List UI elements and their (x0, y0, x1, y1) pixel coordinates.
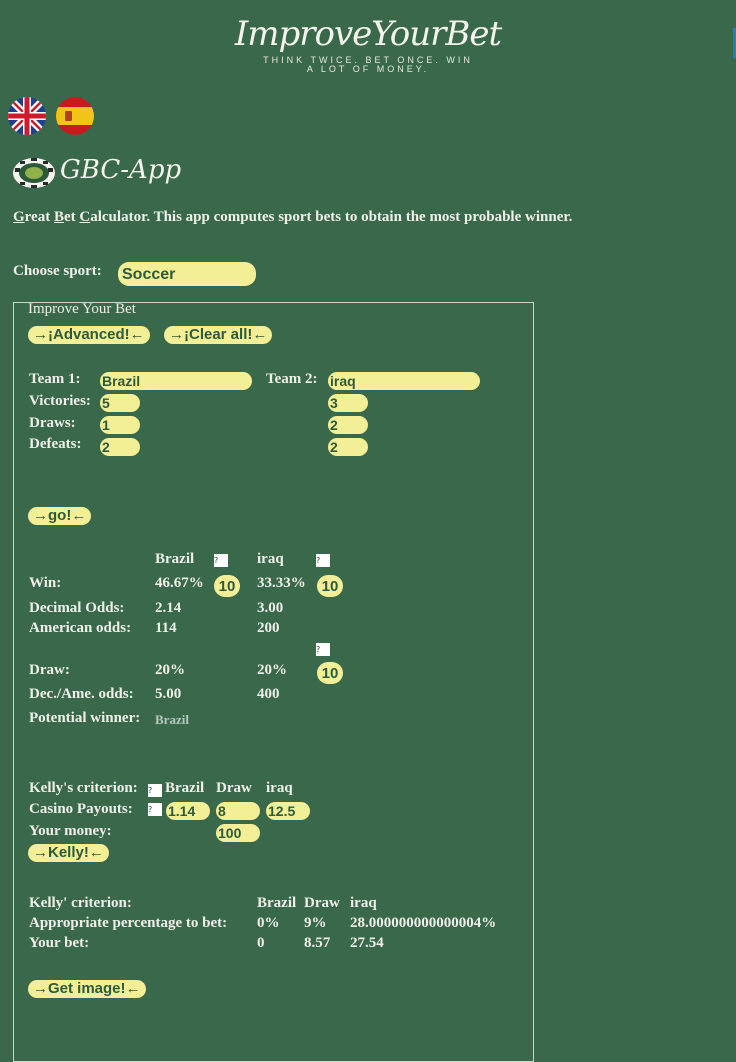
desc-letter-c: C (79, 209, 91, 225)
draw-team1: 20% (155, 662, 185, 678)
payout-team1-input[interactable]: 1.14 (166, 802, 210, 820)
kelly-col-draw: Draw (216, 780, 252, 796)
potential-winner-label: Potential winner: (29, 710, 141, 726)
your-bet-team2: 27.54 (350, 935, 384, 951)
win-team1: 46.67% (155, 575, 204, 591)
tagline-line-2: A LOT OF MONEY. (306, 64, 430, 74)
draw-team2: 20% (257, 662, 287, 678)
american-odds-team2: 200 (257, 620, 280, 636)
team1-input[interactable]: Brazil (100, 372, 252, 390)
kelly-button[interactable]: →Kelly!← (28, 844, 109, 862)
kelly-result-label: Kelly' criterion: (29, 895, 132, 911)
clear-all-button[interactable]: →¡Clear all!← (164, 326, 272, 344)
payout-team2-input[interactable]: 12.5 (266, 802, 310, 820)
win-team2-stake-input[interactable]: 10 (317, 575, 343, 597)
dec-ame-odds-label: Dec./Ame. odds: (29, 686, 134, 702)
desc-part-3: alculator. This app computes sport bets to obtain the most probable winner. (90, 209, 573, 225)
app-description (13, 209, 572, 226)
draw-stake-input[interactable]: 10 (317, 662, 343, 684)
draws-label: Draws: (29, 415, 76, 431)
poker-chip-logo-icon (12, 156, 56, 190)
team2-defeats-input[interactable]: 2 (328, 438, 368, 456)
your-bet-label: Your bet: (29, 935, 90, 951)
advanced-button[interactable]: →¡Advanced!← (28, 326, 150, 344)
defeats-label: Defeats: (29, 436, 82, 452)
kelly-result-col-team1: Brazil (257, 895, 297, 911)
site-tagline (0, 56, 736, 74)
decimal-odds-label: Decimal Odds: (29, 600, 125, 616)
decimal-odds-team2: 3.00 (257, 600, 284, 616)
casino-payouts-label: Casino Payouts: (29, 801, 133, 817)
kelly-result-col-draw: Draw (304, 895, 340, 911)
sport-select[interactable]: Soccer (118, 262, 256, 286)
panel-legend: Improve Your Bet (28, 301, 136, 317)
team2-input[interactable]: iraq (328, 372, 480, 390)
team2-label: Team 2: (266, 371, 318, 387)
ame-odds-draw: 400 (257, 686, 280, 702)
desc-part-1: reat (24, 209, 54, 225)
team2-draws-input[interactable]: 2 (328, 416, 368, 434)
go-button[interactable]: →go!← (28, 507, 91, 525)
american-odds-label: American odds: (29, 620, 132, 636)
kelly-result-col-team2: iraq (350, 895, 377, 911)
bet-percentage-team2: 28.000000000000004% (350, 915, 497, 931)
team1-draws-input[interactable]: 1 (100, 416, 140, 434)
win-team2: 33.33% (257, 575, 306, 591)
your-bet-team1: 0 (257, 935, 265, 951)
kelly-criterion-label: Kelly's criterion: (29, 780, 138, 796)
team1-label: Team 1: (29, 371, 81, 387)
your-money-label: Your money: (29, 823, 112, 839)
draw-label: Draw: (29, 662, 70, 678)
team1-defeats-input[interactable]: 2 (100, 438, 140, 456)
desc-letter-b: B (53, 209, 64, 225)
result-col-team1: Brazil (155, 551, 195, 567)
payout-draw-input[interactable]: 8 (216, 802, 260, 820)
site-logo[interactable]: ImproveYourBet (234, 14, 502, 54)
desc-part-2: et (63, 209, 80, 225)
win-label: Win: (29, 575, 62, 591)
decimal-odds-team1: 2.14 (155, 600, 182, 616)
team2-victories-input[interactable]: 3 (328, 394, 368, 412)
american-odds-team1: 114 (155, 620, 177, 636)
help-icon[interactable]: ? (316, 643, 330, 656)
your-money-input[interactable]: 100 (216, 824, 260, 842)
desc-letter-g: G (13, 209, 25, 225)
kelly-col-team1: Brazil (165, 780, 205, 796)
team1-victories-input[interactable]: 5 (100, 394, 140, 412)
help-icon[interactable]: ? (214, 554, 228, 567)
potential-winner-value: Brazil (155, 712, 189, 727)
help-icon[interactable]: ? (148, 803, 162, 816)
bet-panel (13, 302, 534, 1062)
bet-percentage-team1: 0% (257, 915, 280, 931)
help-icon[interactable]: ? (148, 784, 162, 797)
tagline-line-1: THINK TWICE. BET ONCE. WIN (263, 55, 473, 65)
bet-percentage-label: Appropriate percentage to bet: (29, 915, 228, 931)
spain-flag-icon[interactable] (56, 97, 94, 135)
help-icon[interactable]: ? (316, 554, 330, 567)
get-image-button[interactable]: →Get image!← (28, 980, 146, 998)
app-title: GBC-App (60, 155, 182, 185)
choose-sport-label: Choose sport: (13, 263, 102, 279)
kelly-col-team2: iraq (266, 780, 293, 796)
dec-odds-draw: 5.00 (155, 686, 182, 702)
your-bet-draw: 8.57 (304, 935, 331, 951)
victories-label: Victories: (29, 393, 91, 409)
win-team1-stake-input[interactable]: 10 (214, 575, 240, 597)
result-col-team2: iraq (257, 551, 284, 567)
bet-percentage-draw: 9% (304, 915, 327, 931)
uk-flag-icon[interactable] (8, 97, 46, 135)
